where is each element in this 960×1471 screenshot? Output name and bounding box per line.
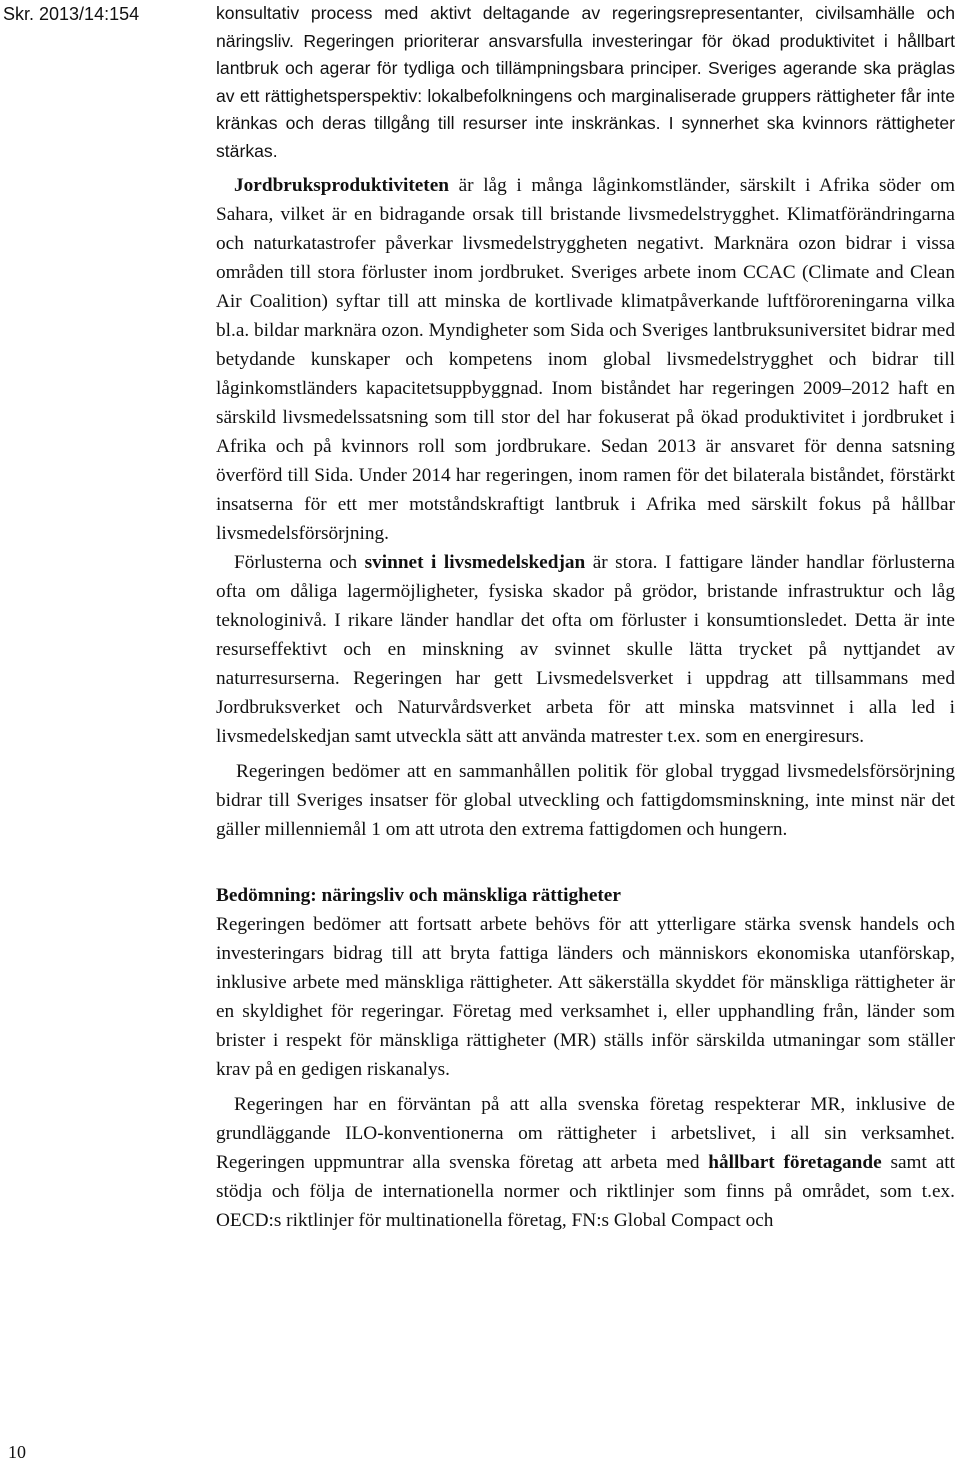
paragraph-business-human-rights: Regeringen bedömer att fortsatt arbete behövs för att ytterligare stärka svensk handels och investeringars bidrag till att bryta fattiga länders och människors ekonomiska utanförskap, inklusive arbete med mänskliga rättigheter. Att säkerställa skyddet för mänskliga rättigheter är en skyldighet för regeringar. Företag med verksamhet i, eller upphandling från, länder som brister i respekt för mänskliga rättigheter (MR) ställs inför särskilda utmaningar som ställer krav på en gedigen riskanalys. xyxy=(216,914,955,1080)
paragraph-food-waste xyxy=(216,548,955,751)
paragraph-text-rights: Sveriges agerande ska präglas av ett rättighetsperspektiv: lokalbefolkningens och marginaliserade gruppers rättigheter får inte kränkas och deras tillgång till resurser inte inskränkas. I synnerhet ska kvinnors rättigheter stärkas. xyxy=(216,58,955,161)
page-number: 10 xyxy=(8,1442,26,1462)
bold-term-sustainable-business: hållbart företagande xyxy=(708,1152,882,1173)
paragraph-company-expectations xyxy=(216,1090,955,1235)
paragraph-text: Förlusterna och xyxy=(234,552,365,573)
paragraph-text: är låg i många låginkomstländer, särskilt i Afrika söder om Sahara, vilket är en bidragande orsak till bristande livsmedelstrygghet. Klimatförändringarna och naturkatastrofer påverkar livsmedelstryggheten negativt. Marknära ozon bidrar i vissa områden till stora förluster inom jordbruket. Sveriges arbete inom CCAC (Climate and Clean Air Coalition) syftar till att minska de kortlivade klimatpåverkande luftföroreningarna vilka bl.a. bildar marknära ozon. Myndigheter som Sida och Sveriges lantbruksuniversitet bidrar med betydande kunskaper och kompetens inom global livsmedelstrygghet och bidrar till låginkomstländers kapacitetsuppbyggnad. Inom biståndet har regeringen 2009–2012 haft en särskild livsmedelssatsning som till stor del har fokuserat på ökad produktivitet i jordbruket i Afrika och på kvinnors roll som jordbrukare. Sedan 2013 är ansvaret för denna satsning överförd till Sida. Under 2014 har regeringen, inom ramen för det bilaterala biståndet, förstärkt insatserna för ett mer motståndskraftigt lantbruk i Afrika med särskilt fokus på hållbar livsmedelsförsörjning. xyxy=(216,175,955,544)
section-heading: Bedömning: näringsliv och mänskliga rättigheter xyxy=(216,885,621,906)
body-text-column xyxy=(216,0,955,1235)
bold-term-food-waste: svinnet i livsmedelskedjan xyxy=(364,552,586,573)
document-reference: Skr. 2013/14:154 xyxy=(3,4,140,24)
paragraph-text: samt att stödja och följa de internationella normer och riktlinjer som finns på området, som t.ex. OECD:s riktlinjer för multinationella företag, FN:s Global Compact och xyxy=(216,1152,955,1231)
paragraph-text: är stora. I fattigare länder handlar förlusterna ofta om dåliga lagermöjligheter, fysiska skador på grödor, bristande infrastruktur och låg teknologinivå. I rikare länder handlar det ofta om förluster i konsumtionsledet. Detta är inte resurseffektivt och en minskning av svinnet skulle lätta trycket på nyttjandet av naturresurserna. Regeringen har gett Livsmedelsverket i uppdrag att tillsammans med Jordbruksverket och Naturvårdsverket arbeta för att minska matsvinnet i alla led i livsmedelskedjan samt utveckla sätt att använda matrester t.ex. som en energiresurs. xyxy=(216,552,955,747)
paragraph-text: konsultativ process med aktivt deltagande av regeringsrepresentanter, civilsamhälle och näringsliv. Regeringen prioriterar ansvarsfulla investeringar för ökad produktivitet i hållbart lantbruk och agerar för tydliga och tillämpningsbara principer. xyxy=(216,3,955,78)
paragraph-text: Regeringen har en förväntan på att alla svenska företag respekterar MR, inklusive de grundläggande ILO-konventionerna om rättigheter i arbetslivet, i all sin verksamhet. Regeringen uppmuntrar alla svenska företag att arbeta med xyxy=(216,1094,955,1173)
paragraph-agricultural-productivity xyxy=(216,171,955,548)
paragraph-sustainable-investments xyxy=(216,0,955,165)
paragraph-policy-assessment: Regeringen bedömer att en sammanhållen politik för global tryggad livsmedelsförsörjning bidrar till Sveriges insatser för global utveckling och fattigdomsminskning, inte minst när det gäller millenniemål 1 om att utrota den extrema fattigdomen och hungern. xyxy=(216,761,955,840)
bold-term-productivity: Jordbruksproduktiviteten xyxy=(234,175,449,196)
